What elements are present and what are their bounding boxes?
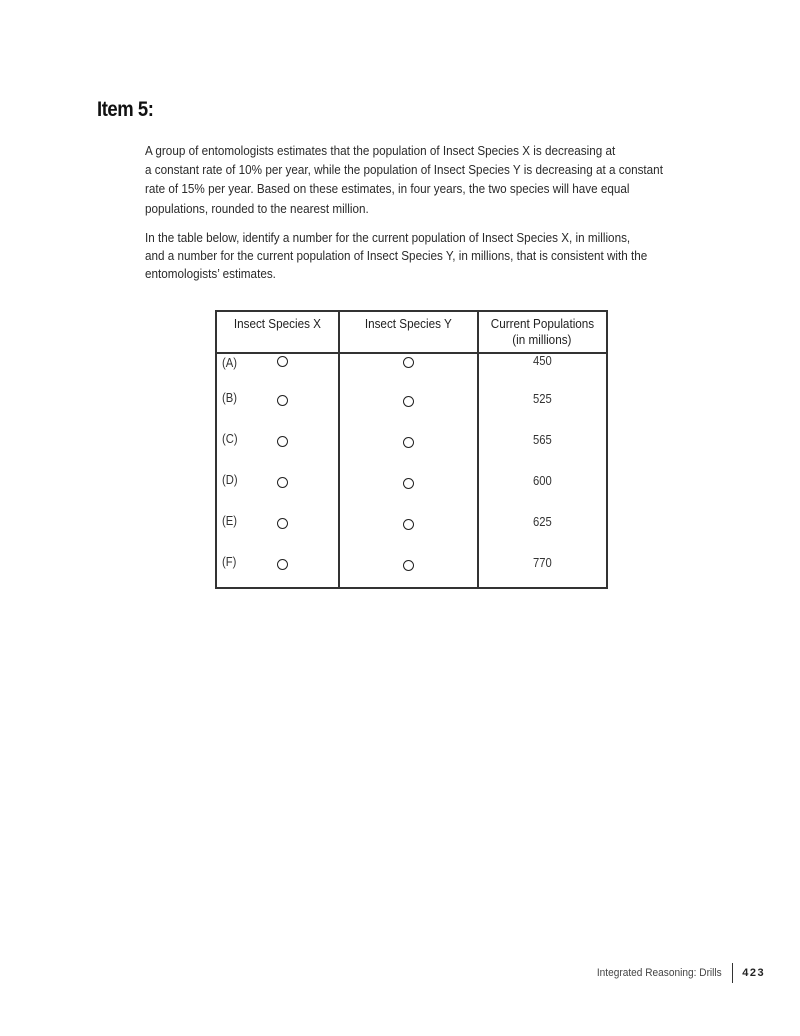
species-y-radio-b[interactable] <box>403 396 414 407</box>
footer-section-title: Integrated Reasoning: Drills <box>596 967 722 979</box>
problem-line: a constant rate of 10% per year, while the population of Insect Species Y is decreasing at a constant <box>145 162 663 177</box>
instruction-line: In the table below, identify a number for the current population of Insect Species X, in millions, <box>145 230 631 245</box>
header-current-populations: Current Populations (in millions) <box>478 311 607 353</box>
table-row <box>216 430 607 471</box>
population-value: 770 <box>532 556 552 570</box>
page-footer <box>586 963 765 983</box>
species-x-radio-c[interactable] <box>277 436 288 447</box>
species-x-radio-a[interactable] <box>277 356 288 367</box>
option-letter: (C) <box>222 432 238 446</box>
species-x-radio-e[interactable] <box>277 518 288 529</box>
species-y-radio-d[interactable] <box>403 478 414 489</box>
population-value: 625 <box>532 515 552 529</box>
item-title: Item 5: <box>97 98 154 121</box>
option-letter: (E) <box>222 514 238 528</box>
table-header-row <box>216 311 607 353</box>
species-x-radio-d[interactable] <box>277 477 288 488</box>
table-row <box>216 353 607 389</box>
footer-divider <box>732 963 734 983</box>
population-value: 600 <box>532 474 552 488</box>
instruction-line: entomologists’ estimates. <box>145 266 276 281</box>
population-value: 565 <box>532 433 552 447</box>
species-y-radio-c[interactable] <box>403 437 414 448</box>
problem-line: populations, rounded to the nearest million. <box>145 201 369 216</box>
option-letter: (D) <box>222 473 238 487</box>
species-y-radio-f[interactable] <box>403 560 414 571</box>
answer-table <box>215 310 608 589</box>
problem-statement <box>145 141 663 218</box>
problem-line: rate of 15% per year. Based on these estimates, in four years, the two species will have equal <box>145 181 630 196</box>
species-x-radio-f[interactable] <box>277 559 288 570</box>
species-y-radio-a[interactable] <box>403 357 414 368</box>
option-letter: (F) <box>222 555 237 569</box>
option-letter: (B) <box>222 391 238 405</box>
header-species-y: Insect Species Y <box>339 311 477 353</box>
instructions <box>145 229 647 283</box>
species-x-radio-b[interactable] <box>277 395 288 406</box>
table-row <box>216 389 607 430</box>
option-letter: (A) <box>222 356 238 370</box>
header-species-x: Insect Species X <box>216 311 339 353</box>
species-y-radio-e[interactable] <box>403 519 414 530</box>
table-row <box>216 471 607 512</box>
table-row <box>216 512 607 553</box>
population-value: 450 <box>532 354 552 368</box>
instruction-line: and a number for the current population of Insect Species Y, in millions, that is consistent with the <box>145 248 648 263</box>
page-number: 423 <box>742 967 766 979</box>
problem-line: A group of entomologists estimates that the population of Insect Species X is decreasing at <box>145 143 616 158</box>
population-value: 525 <box>532 392 552 406</box>
table-row <box>216 553 607 588</box>
